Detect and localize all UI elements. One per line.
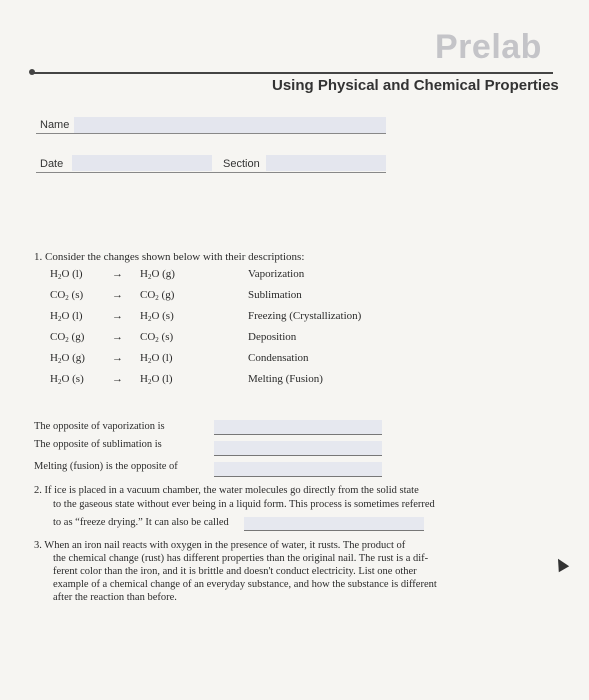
product-formula: $H_2O$ (l): [140, 352, 173, 365]
product-formula: $H_2O$ (l): [140, 373, 173, 386]
name-label: Name: [40, 119, 70, 131]
question-1-prompt: 1. Consider the changes shown below with their descriptions:: [34, 251, 305, 263]
reactant-formula: $H_2O$ (g): [50, 352, 85, 365]
fill-in-sublimation-shade: [214, 441, 382, 455]
product-formula: $CO_2$ (s): [140, 331, 174, 344]
fill-in-melting-blank[interactable]: [214, 476, 382, 477]
fill-in-vaporization-shade: [214, 420, 382, 434]
arrow-icon: →: [112, 373, 123, 385]
product-formula: $CO_2$ (g): [140, 289, 175, 302]
freeze-drying-blank[interactable]: [244, 530, 424, 531]
header-rule: [33, 72, 553, 74]
date-label: Date: [40, 158, 64, 170]
question-3-line-5: after the reaction than before.: [53, 592, 177, 603]
change-description: Vaporization: [248, 268, 305, 280]
arrow-icon: →: [112, 352, 123, 364]
reactant-formula: $CO_2$ (s): [50, 289, 84, 302]
question-2-line-1: 2. If ice is placed in a vacuum chamber, the water molecules go directly from the solid state: [34, 485, 419, 496]
question-3-line-4: example of a chemical change of an everyday substance, and how the substance is different: [53, 579, 437, 590]
reactant-formula: $H_2O$ (s): [50, 373, 84, 386]
fill-in-vaporization-label: The opposite of vaporization is: [34, 421, 165, 432]
change-description: Deposition: [248, 331, 297, 343]
fill-in-sublimation-label: The opposite of sublimation is: [34, 439, 162, 450]
section-label: Section: [223, 158, 260, 170]
arrow-icon: →: [112, 268, 123, 280]
question-3-line-2: the chemical change (rust) has different properties than the original nail. The rust is a dif-: [53, 553, 429, 564]
mouse-cursor-icon: [553, 556, 569, 572]
fill-in-sublimation-blank[interactable]: [214, 455, 382, 456]
name-field[interactable]: [74, 117, 386, 133]
product-formula: $H_2O$ (s): [140, 310, 174, 323]
question-3-line-1: 3. When an iron nail reacts with oxygen in the presence of water, it rusts. The product of: [34, 540, 406, 551]
change-description: Melting (Fusion): [248, 373, 323, 385]
arrow-icon: →: [112, 310, 123, 322]
arrow-icon: →: [112, 289, 123, 301]
page-subtitle: Using Physical and Chemical Properties: [272, 77, 559, 94]
reactant-formula: $H_2O$ (l): [50, 310, 83, 323]
section-field[interactable]: [266, 155, 386, 171]
date-section-underline: [36, 172, 386, 173]
fill-in-vaporization-blank[interactable]: [214, 434, 382, 435]
reactant-formula: $CO_2$ (g): [50, 331, 85, 344]
page-title: Prelab: [435, 28, 542, 66]
name-underline: [36, 133, 386, 134]
fill-in-melting-label: Melting (fusion) is the opposite of: [34, 461, 178, 472]
reactant-formula: $H_2O$ (l): [50, 268, 83, 281]
question-3-line-3: ferent color than the iron, and it is brittle and doesn't conduct electricity. List one other: [53, 566, 417, 577]
arrow-icon: →: [112, 331, 123, 343]
freeze-drying-shade: [244, 517, 424, 530]
question-2-line-2: to the gaseous state without ever being in a liquid form. This process is sometimes referred: [53, 499, 435, 510]
question-2-line-3: to as “freeze drying.” It can also be called: [53, 517, 229, 528]
change-description: Condensation: [248, 352, 309, 364]
date-field[interactable]: [72, 155, 212, 171]
fill-in-melting-shade: [214, 462, 382, 476]
change-description: Sublimation: [248, 289, 302, 301]
product-formula: $H_2O$ (g): [140, 268, 175, 281]
change-description: Freezing (Crystallization): [248, 310, 362, 322]
